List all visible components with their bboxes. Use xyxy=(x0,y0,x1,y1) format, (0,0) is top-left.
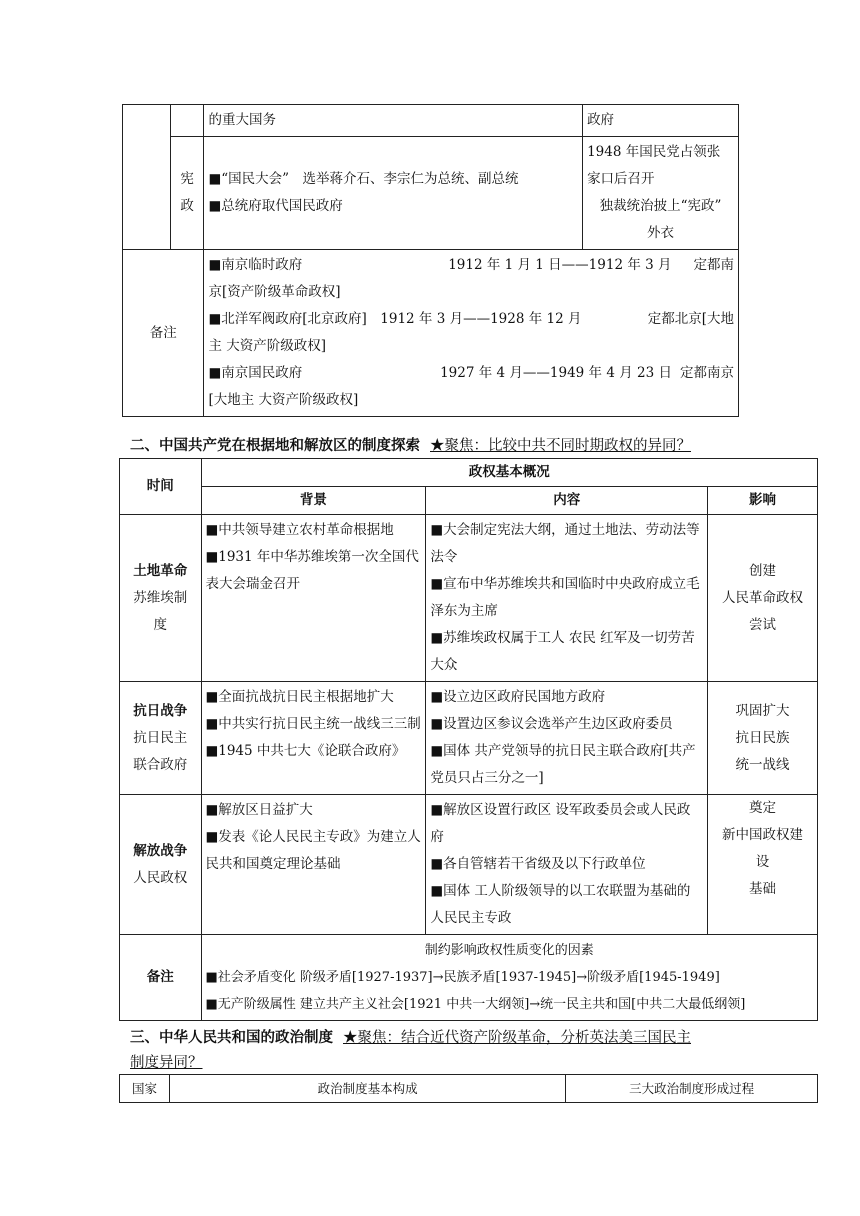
list-item: ■南京临时政府 1912 年 1 月 1 日——1912 年 3 月 定都南 xyxy=(208,257,734,273)
section-3-title: 三、中华人民共和国的政治制度 xyxy=(130,1030,333,1046)
table1-row1-content: 的重大国务 xyxy=(204,105,583,137)
section-2-heading xyxy=(130,434,691,455)
list-item: ■1945 中共七大《论联合政府》 xyxy=(205,743,406,759)
table1-empty-cell xyxy=(170,105,204,137)
header-background: 背景 xyxy=(201,487,426,515)
section-3-focus-cont: 制度异同？ xyxy=(130,1055,203,1071)
table1-remarks-content: ■南京临时政府 1912 年 1 月 1 日——1912 年 3 月 定都南 京[资产阶级革命政权] ■北洋军阀政府[北京政府] 1912 年 3 月——1928 年 12 月 定都北京[大地 主 大资产阶级政权] ■南京国民政府 1927 年 4 月——1949 年 4 月 23 日 定都南京 [大地主 大资产阶级政权] xyxy=(204,250,739,417)
list-item: ■大会制定宪法大纲，通过土地法、劳动法等法令 xyxy=(430,522,700,565)
list-item: ■社会矛盾变化 阶级矛盾[1927-1937]→民族矛盾[1937-1945]→阶级矛盾[1945-1949] xyxy=(205,970,720,985)
section-2-focus: ★聚焦：比较中共不同时期政权的异同？ xyxy=(430,438,691,454)
section-2-title: 二、中国共产党在根据地和解放区的制度探索 xyxy=(130,438,420,454)
content-cell xyxy=(426,682,708,795)
table-row xyxy=(120,935,818,1021)
background-cell xyxy=(201,515,426,682)
content-cell xyxy=(426,795,708,935)
list-item: ■全面抗战抗日民主根据地扩大 xyxy=(205,689,394,705)
header-composition: 政治制度基本构成 xyxy=(169,1075,565,1103)
list-item: ■“国民大会” 选举蒋介石、李宗仁为总统、副总统 xyxy=(208,171,519,187)
list-item: ■解放区日益扩大 xyxy=(205,802,313,818)
list-item: ■国体 工人阶级领导的以工农联盟为基础的人民民主专政 xyxy=(430,883,691,926)
table1-constitution-label: 宪 政 xyxy=(170,137,204,250)
list-item: ■宣布中华苏维埃共和国临时中央政府成立毛泽东为主席 xyxy=(430,576,700,619)
header-formation: 三大政治制度形成过程 xyxy=(566,1075,818,1103)
list-item: ■1931 年中华苏维埃第一次全国代表大会瑞金召开 xyxy=(205,549,419,592)
header-country: 国家 xyxy=(120,1075,170,1103)
list-item: ■北洋军阀政府[北京政府] 1912 年 3 月——1928 年 12 月 定都北京[大地 xyxy=(208,311,734,327)
list-item: ■苏维埃政权属于工人 农民 红军及一切劳苦大众 xyxy=(430,630,695,673)
list-item: ■发表《论人民民主专政》为建立人民共和国奠定理论基础 xyxy=(205,829,421,872)
period-cell: 抗日战争 抗日民主 联合政府 xyxy=(120,682,202,795)
header-impact: 影响 xyxy=(708,487,818,515)
period-cell: 土地革命 苏维埃制 度 xyxy=(120,515,202,682)
header-content: 内容 xyxy=(426,487,708,515)
table-row xyxy=(120,795,818,935)
impact-cell: 巩固扩大 抗日民族 统一战线 xyxy=(708,682,818,795)
section-3-focus: ★聚焦：结合近代资产阶级革命，分析英法美三国民主 xyxy=(343,1030,691,1046)
table-row xyxy=(120,515,818,682)
section-3-heading xyxy=(130,1026,691,1047)
period-cell: 解放战争 人民政权 xyxy=(120,795,202,935)
table1-constitution-note: 1948 年国民党占领张 家口后召开 独裁统治披上“宪政” 外衣 xyxy=(583,137,739,250)
table-1 xyxy=(122,104,739,417)
table-3 xyxy=(119,1074,818,1103)
background-cell xyxy=(201,682,426,795)
table1-empty-cell xyxy=(123,105,171,250)
list-item: ■总统府取代国民政府 xyxy=(208,198,343,214)
remarks-label: 备注 xyxy=(120,935,202,1021)
impact-cell: 奠定 新中国政权建 设 基础 xyxy=(708,795,818,935)
remarks-heading: 制约影响政权性质变化的因素 xyxy=(424,943,594,958)
table-row xyxy=(120,682,818,795)
table1-row1-note: 政府 xyxy=(583,105,739,137)
table1-remarks-label: 备注 xyxy=(123,250,204,417)
list-item: ■解放区设置行政区 设军政委员会或人民政府 xyxy=(430,802,691,845)
list-item: ■中共实行抗日民主统一战线三三制 xyxy=(205,716,421,732)
list-item: ■中共领导建立农村革命根据地 xyxy=(205,522,394,538)
list-item: ■无产阶级属性 建立共产主义社会[1921 中共一大纲领]→统一民主共和国[中共二大最低纲领] xyxy=(205,997,746,1012)
header-time: 时间 xyxy=(120,459,202,515)
table-2 xyxy=(119,458,818,1021)
list-item: ■设置边区参议会选举产生边区政府委员 xyxy=(430,716,673,732)
list-item: ■各自管辖若干省级及以下行政单位 xyxy=(430,856,646,872)
list-item: ■南京国民政府 1927 年 4 月——1949 年 4 月 23 日 定都南京 xyxy=(208,365,734,381)
remarks-content xyxy=(201,935,818,1021)
impact-cell: 创建 人民革命政权 尝试 xyxy=(708,515,818,682)
background-cell xyxy=(201,795,426,935)
header-overview: 政权基本概况 xyxy=(201,459,818,487)
content-cell xyxy=(426,515,708,682)
table1-constitution-items xyxy=(204,137,583,250)
list-item: ■设立边区政府民国地方政府 xyxy=(430,689,606,705)
list-item: ■国体 共产党领导的抗日民主联合政府[共产党员只占三分之一] xyxy=(430,743,696,786)
